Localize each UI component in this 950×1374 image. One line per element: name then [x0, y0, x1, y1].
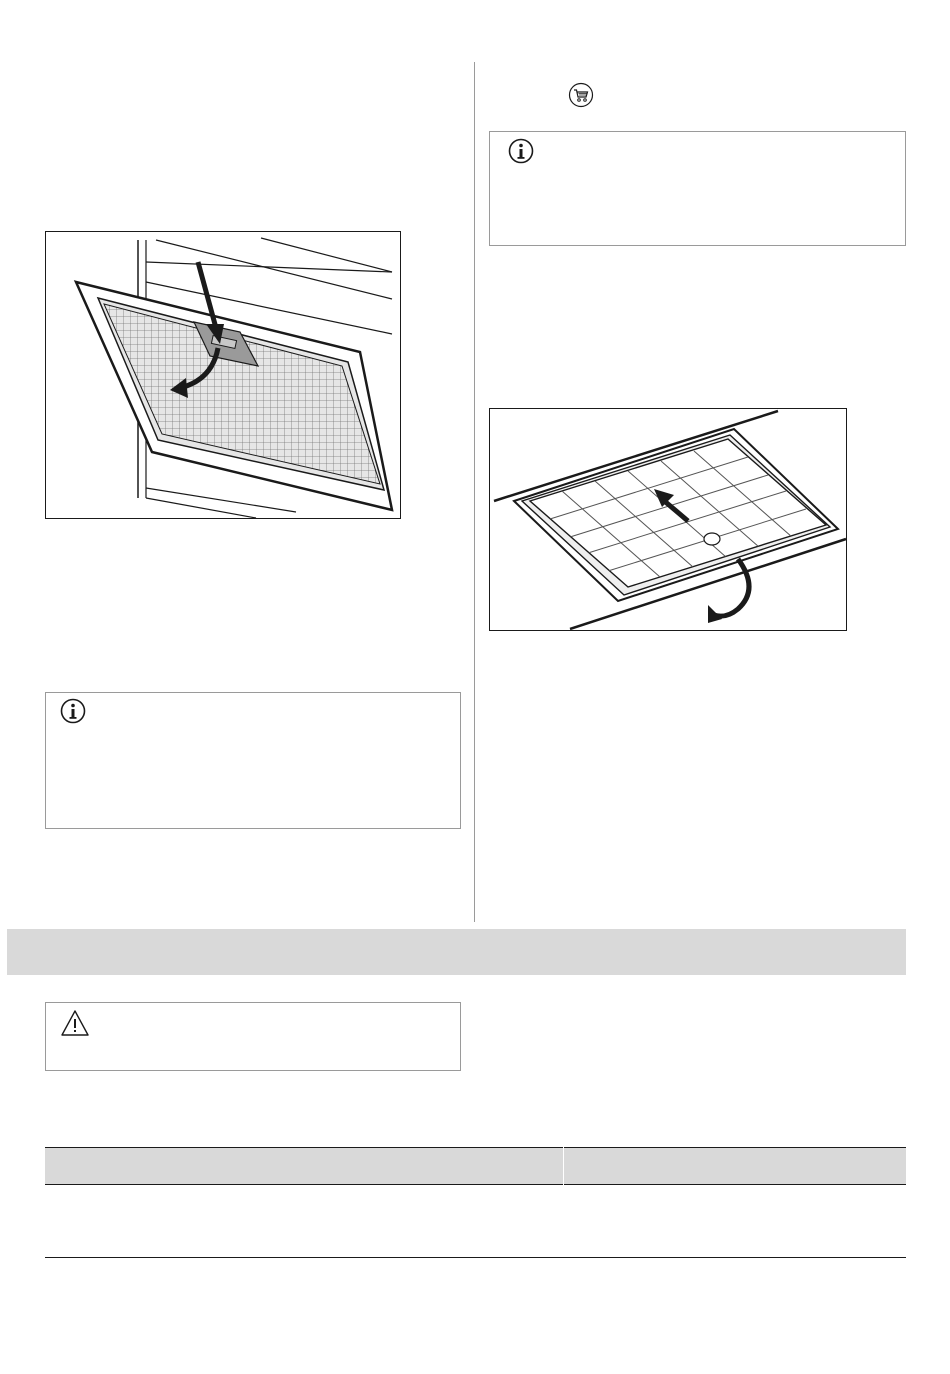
- warning-note: [45, 1002, 461, 1071]
- charcoal-filter-illustration: [490, 409, 846, 630]
- table-bottom-rule: [45, 1257, 906, 1258]
- grease-filter-figure: [45, 231, 401, 519]
- table-header-row: [45, 1147, 906, 1185]
- grease-filter-illustration: [46, 232, 400, 518]
- info-note-right: [489, 131, 906, 246]
- table-row: [45, 1186, 906, 1256]
- info-icon: [508, 138, 534, 164]
- shopping-cart-icon: [568, 82, 594, 108]
- section-heading-bar: [7, 929, 906, 975]
- info-icon: [60, 698, 86, 724]
- info-note-left: [45, 692, 461, 829]
- warning-icon: [60, 1009, 90, 1037]
- charcoal-filter-figure: [489, 408, 847, 631]
- column-divider: [474, 62, 475, 922]
